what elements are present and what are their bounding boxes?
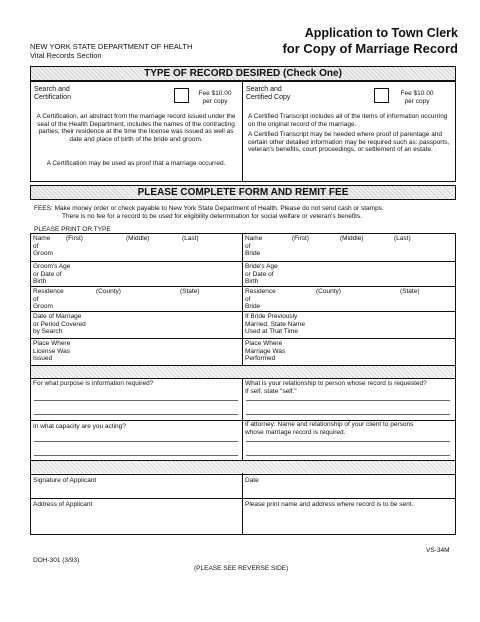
fees-line-2: There is no fee for a record to be used for eligibility determination for social welfare or veteran's benefits. — [62, 212, 363, 220]
row-divider — [30, 286, 455, 287]
bride-age-label: Bride's Age — [245, 263, 278, 270]
bride-previous-name-label: Used at That Time — [245, 328, 298, 336]
groom-age-label: Birth — [33, 278, 47, 286]
groom-age-field[interactable] — [33, 263, 70, 286]
bride-residence-label: Residence — [245, 288, 276, 295]
certification-description: A Certification, an abstract from the marriage record issued under the seal of the Health Department, includes the names of the contracting parties, their residence at the time the license was issued as well as date and place of birth of the bride and groom. — [36, 113, 236, 143]
bride-name-field[interactable] — [245, 235, 262, 258]
certification-fee-amount: Fee $10.00 — [198, 90, 232, 97]
groom-name-label: of — [33, 242, 39, 250]
marriage-place-label: Place Where — [245, 340, 283, 347]
certification-fee — [190, 90, 240, 105]
purpose-label: For what purpose is information required? — [33, 380, 154, 387]
groom-name-label: Name — [33, 235, 51, 242]
license-place-label: License Was — [33, 347, 70, 355]
capacity-input-line[interactable] — [34, 455, 238, 456]
form-title — [240, 26, 458, 56]
row-divider — [30, 498, 455, 499]
print-or-type-note: PLEASE PRINT OR TYPE — [34, 226, 111, 233]
bride-name-label: Name — [245, 235, 263, 242]
bride-previous-name-label: If Bride Previously — [245, 313, 298, 320]
certified-copy-fee — [392, 90, 442, 105]
groom-state-label: (State) — [180, 288, 200, 295]
license-place-label: Place Where — [33, 340, 71, 347]
groom-residence-label: Residence — [33, 288, 64, 295]
groom-county-label: (County) — [96, 288, 121, 295]
certification-label-line2: Certification — [34, 94, 71, 101]
groom-middle-label: (Middle) — [126, 235, 150, 242]
purpose-input-line[interactable] — [34, 400, 238, 401]
relationship-label — [245, 380, 427, 395]
attorney-label-line1: If attorney: Name and relationship of your client to persons — [245, 421, 414, 428]
bride-state-label: (State) — [400, 288, 420, 295]
record-type-heading — [30, 66, 456, 81]
license-place-field[interactable] — [33, 340, 70, 363]
signature-label: Signature of Applicant — [33, 477, 97, 484]
bride-name-label: of — [245, 242, 251, 250]
groom-residence-field[interactable] — [33, 288, 64, 311]
complete-form-heading-text: PLEASE COMPLETE FORM AND REMIT FEE — [137, 187, 349, 198]
marriage-date-label: by Search — [33, 328, 63, 336]
certification-note: A Certification may be used as proof that a marriage occurred. — [46, 160, 226, 167]
bride-age-label: or Date of — [245, 270, 274, 278]
relationship-input-line[interactable] — [246, 400, 450, 401]
certification-option-label — [34, 86, 71, 102]
shaded-separator — [31, 366, 454, 378]
record-type-heading-text: TYPE OF RECORD DESIRED (Check One) — [144, 68, 342, 79]
fees-note — [34, 205, 454, 220]
bride-residence-label: of — [245, 295, 251, 303]
row-divider — [30, 474, 455, 475]
groom-residence-label: of — [33, 295, 39, 303]
attorney-input-line[interactable] — [246, 455, 450, 456]
groom-last-label: (Last) — [182, 235, 199, 242]
groom-name-field[interactable] — [33, 235, 53, 258]
title-line-2: for Copy of Marriage Record — [282, 41, 458, 56]
agency-header — [30, 42, 192, 60]
complete-form-heading — [30, 185, 456, 200]
relationship-input-line[interactable] — [246, 414, 450, 415]
bride-name-label: Bride — [245, 250, 261, 258]
vs-code: VS-34M — [426, 547, 450, 554]
reverse-side-note: (PLEASE SEE REVERSE SIDE) — [194, 565, 289, 572]
section-name: Vital Records Section — [30, 51, 102, 60]
certification-fee-unit: per copy — [202, 97, 228, 105]
row-divider — [30, 378, 455, 379]
capacity-label: In what capacity are you acting? — [33, 423, 126, 430]
capacity-input-line[interactable] — [34, 441, 238, 442]
certified-copy-option-label — [246, 86, 290, 102]
license-place-label: Issued — [33, 355, 53, 363]
relationship-label-line1: What is your relationship to person whose record is requested? — [245, 380, 427, 387]
attorney-input-line[interactable] — [246, 441, 450, 442]
groom-name-label: Groom — [33, 250, 53, 258]
bride-previous-name-field[interactable] — [245, 313, 305, 336]
shaded-separator — [31, 461, 454, 473]
certified-copy-description: A Certified Transcript includes all of the items of information occurring on the original record of the marriage. — [248, 113, 448, 128]
mailing-address-label: Please print name and address where record is to be sent. — [245, 501, 414, 508]
attorney-label-line2: whose marriage record is required. — [245, 428, 346, 436]
certification-checkbox[interactable] — [174, 88, 189, 103]
bride-residence-field[interactable] — [245, 288, 276, 311]
marriage-place-field[interactable] — [245, 340, 285, 363]
groom-age-label: Groom's Age — [33, 263, 71, 270]
applicant-address-label: Address of Applicant — [33, 501, 93, 508]
row-divider — [30, 338, 455, 339]
certified-copy-fee-unit: per copy — [404, 97, 430, 105]
bride-residence-label: Bride — [245, 303, 261, 311]
marriage-place-label: Performed — [245, 355, 276, 363]
groom-residence-label: Groom — [33, 303, 53, 311]
bride-last-label: (Last) — [394, 235, 411, 242]
certified-copy-label-line1: Search and — [246, 86, 282, 93]
certification-label-line1: Search and — [34, 86, 70, 93]
form-center-divider — [242, 233, 243, 534]
certified-copy-note: A Certified Transcript may be needed where proof of parentage and certain other detailed information may be required such as: passports, veteran's benefits, court proceedings, or settlement of an estate. — [248, 131, 450, 154]
purpose-input-line[interactable] — [34, 414, 238, 415]
date-label: Date — [245, 477, 259, 484]
marriage-date-field[interactable] — [33, 313, 86, 336]
certified-copy-checkbox[interactable] — [374, 88, 389, 103]
bride-age-field[interactable] — [245, 263, 278, 286]
certified-copy-label-line2: Certified Copy — [246, 94, 291, 101]
marriage-date-label: Date of Marriage — [33, 313, 82, 320]
marriage-date-label: or Period Covered — [33, 320, 86, 328]
bride-age-label: Birth — [245, 278, 259, 286]
record-type-divider — [242, 81, 243, 181]
row-divider — [30, 311, 455, 312]
groom-age-label: or Date of — [33, 270, 62, 278]
bride-middle-label: (Middle) — [340, 235, 364, 242]
form-number: DOH-301 (3/93) — [33, 557, 80, 564]
title-line-1: Application to Town Clerk — [304, 26, 458, 40]
bride-previous-name-label: Married, State Name — [245, 320, 305, 328]
bride-county-label: (County) — [316, 288, 341, 295]
row-divider — [30, 261, 455, 262]
agency-name: NEW YORK STATE DEPARTMENT OF HEALTH — [30, 42, 193, 51]
certified-copy-fee-amount: Fee $10.00 — [400, 90, 434, 97]
marriage-place-label: Marriage Was — [245, 347, 286, 355]
fees-line-1: FEES: Make money order or check payable to New York State Department of Health. Please do not send cash or stamps. — [34, 205, 384, 212]
relationship-label-line2: If self, state "self." — [245, 387, 297, 395]
attorney-label — [245, 421, 413, 436]
bride-first-label: (First) — [292, 235, 309, 242]
groom-first-label: (First) — [66, 235, 83, 242]
